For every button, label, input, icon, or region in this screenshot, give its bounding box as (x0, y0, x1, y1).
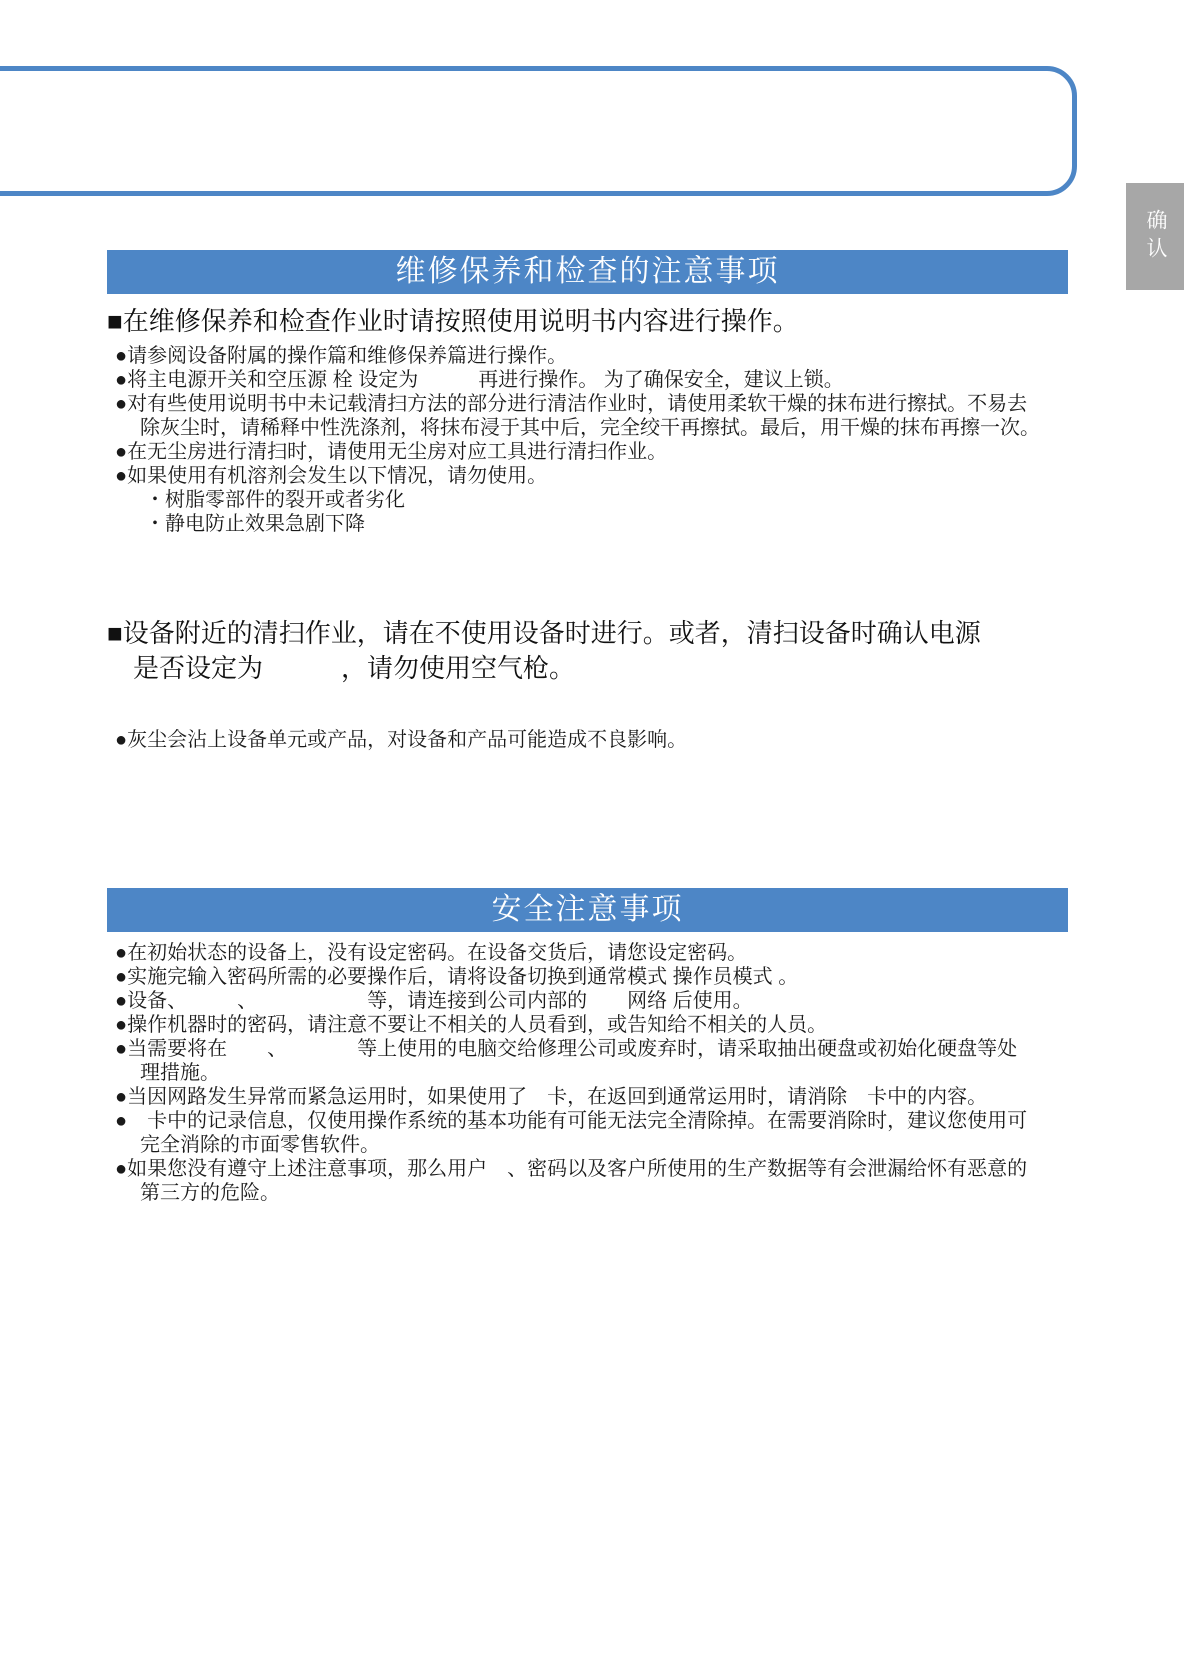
list-item: ●在初始状态的设备上，没有设定密码。在设备交货后，请您设定密码。 (115, 942, 748, 964)
list-item: ●将主电源开关和空压源 栓 设定为 再进行操作。 为了确保安全，建议上锁。 (115, 369, 844, 391)
list-item: ●在无尘房进行清扫时，请使用无尘房对应工具进行清扫作业。 (115, 441, 668, 463)
safety-header-title: 安全注意事项 (491, 893, 684, 926)
list-item: ●操作机器时的密码，请注意不要让不相关的人员看到，或告知给不相关的人员。 (115, 1014, 828, 1036)
maintenance-heading-text: ■在维修保养和检查作业时请按照使用说明书内容进行操作。 (107, 306, 799, 336)
cleaning-note (107, 728, 687, 752)
safety-header-bar (107, 888, 1068, 932)
list-subitem: ・树脂零部件的裂开或者劣化 (145, 489, 405, 511)
list-item: ●实施完输入密码所需的必要操作后，请将设备切换到通常模式 操作员模式 。 (115, 966, 799, 988)
list-item: ●如果您没有遵守上述注意事项，那么用户 、密码以及客户所使用的生产数据等有会泄漏给怀有恶意的 (115, 1158, 1028, 1180)
list-item: ●灰尘会沾上设备单元或产品，对设备和产品可能造成不良影响。 (115, 729, 688, 751)
maintenance-heading (107, 304, 799, 339)
maintenance-header-bar (107, 250, 1068, 294)
list-item: ●设备、 、 等，请连接到公司内部的 网络 后使用。 (115, 990, 753, 1012)
list-item-continuation: 完全消除的市面零售软件。 (140, 1134, 380, 1156)
maintenance-list (107, 344, 1182, 536)
list-item: ●请参阅设备附属的操作篇和维修保养篇进行操作。 (115, 345, 568, 367)
list-item-continuation: 第三方的危险。 (140, 1182, 280, 1204)
safety-list (107, 941, 1182, 1205)
cleaning-heading-line2: 是否设定为 ，请勿使用空气枪。 (133, 653, 576, 683)
list-item: ●如果使用有机溶剂会发生以下情况，请勿使用。 (115, 465, 548, 487)
list-item-continuation: 理措施。 (140, 1062, 220, 1084)
maintenance-header-title: 维修保养和检查的注意事项 (395, 255, 780, 288)
list-item: ●对有些使用说明书中未记载清扫方法的部分进行清洁作业时，请使用柔软干燥的抹布进行擦拭。不易去 (115, 393, 1028, 415)
top-notice-box (0, 66, 1077, 196)
list-item: ●当需要将在 、 等上使用的电脑交给修理公司或废弃时，请采取抽出硬盘或初始化硬盘等处 (115, 1038, 1018, 1060)
cleaning-heading (107, 616, 981, 686)
list-subitem: ・静电防止效果急剧下降 (145, 513, 365, 535)
cleaning-heading-line1: ■设备附近的清扫作业，请在不使用设备时进行。或者，清扫设备时确认电源 (107, 618, 981, 648)
list-item: ● 卡中的记录信息，仅使用操作系统的基本功能有可能无法完全清除掉。在需要消除时，建议您使用可 (115, 1110, 1028, 1132)
confirm-chapter-tab-label: 确认 (1144, 208, 1167, 265)
list-item-continuation: 除灰尘时，请稀释中性洗涤剂，将抹布浸于其中后，完全绞干再擦拭。最后，用干燥的抹布再擦一次。 (140, 417, 1040, 439)
list-item: ●当因网路发生异常而紧急运用时，如果使用了 卡，在返回到通常运用时，请消除 卡中的内容。 (115, 1086, 988, 1108)
confirm-chapter-tab (1126, 183, 1184, 290)
